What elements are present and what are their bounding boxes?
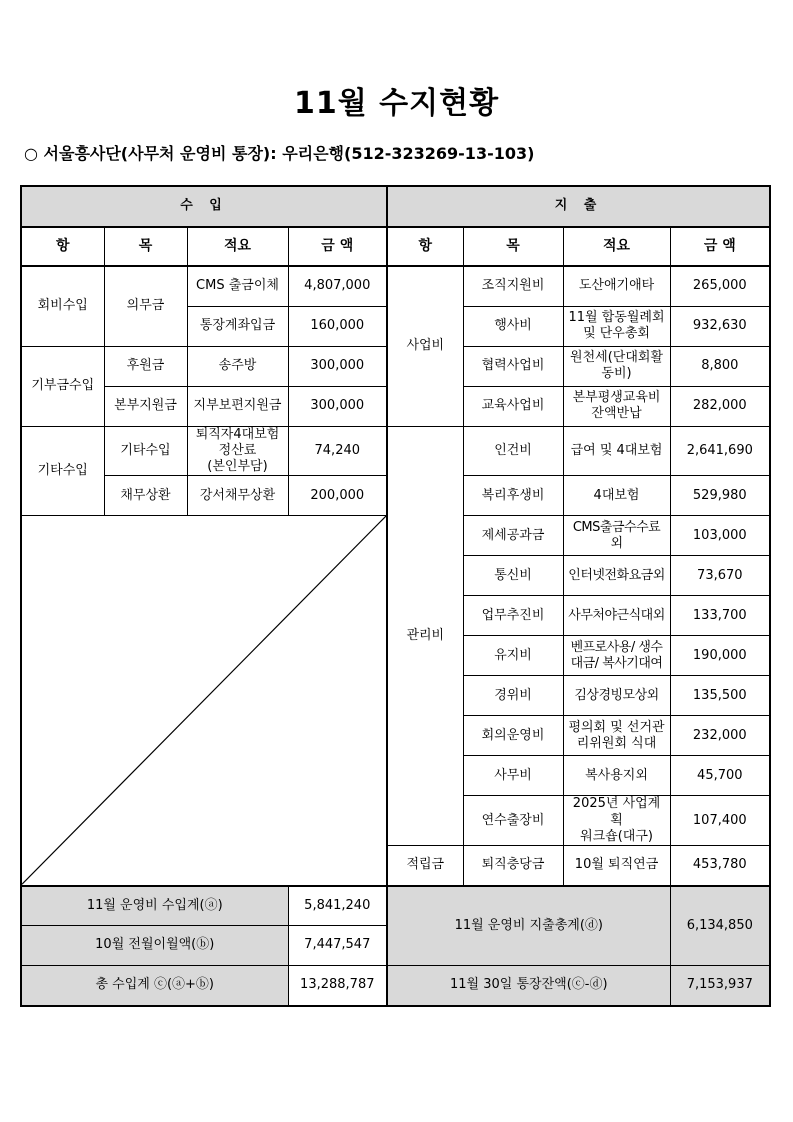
income-amount: 200,000 xyxy=(288,476,387,516)
expense-desc: 인터넷전화요금외 xyxy=(563,556,670,596)
expense-desc: CMS출금수수료외 xyxy=(563,516,670,556)
expense-desc: 복사용지외 xyxy=(563,756,670,796)
income-desc: CMS 출금이체 xyxy=(187,266,288,306)
carryover-label: 10월 전월이월액(ⓑ) xyxy=(21,926,288,966)
income-section-header: 수 입 xyxy=(21,186,387,227)
grand-total-value: 13,288,787 xyxy=(288,966,387,1006)
expense-amount: 8,800 xyxy=(670,346,770,386)
expense-amount: 135,500 xyxy=(670,676,770,716)
expense-col-hang: 항 xyxy=(387,227,463,266)
expense-mok: 업무추진비 xyxy=(463,596,563,636)
income-hang: 기부금수입 xyxy=(21,346,104,426)
expense-mok: 통신비 xyxy=(463,556,563,596)
expense-mok: 사무비 xyxy=(463,756,563,796)
empty-diagonal-cell xyxy=(21,516,387,886)
expense-mok: 유지비 xyxy=(463,636,563,676)
expense-mok: 인건비 xyxy=(463,426,563,476)
expense-desc: 사무처야근식대외 xyxy=(563,596,670,636)
expense-col-desc: 적요 xyxy=(563,227,670,266)
income-col-amount: 금 액 xyxy=(288,227,387,266)
income-mok: 기타수입 xyxy=(104,426,187,476)
expense-desc: 평의회 및 선거관 리위원회 식대 xyxy=(563,716,670,756)
balance-value: 7,153,937 xyxy=(670,966,770,1006)
expense-hang: 사업비 xyxy=(387,266,463,426)
income-amount: 74,240 xyxy=(288,426,387,476)
expense-section-header: 지 출 xyxy=(387,186,770,227)
income-amount: 160,000 xyxy=(288,306,387,346)
income-total-label: 11월 운영비 수입계(ⓐ) xyxy=(21,886,288,926)
expense-desc: 벤프로사용/ 생수 대금/ 복사기대여 xyxy=(563,636,670,676)
expense-amount: 190,000 xyxy=(670,636,770,676)
expense-total-label: 11월 운영비 지출총계(ⓓ) xyxy=(387,886,670,966)
income-desc: 지부보편지원금 xyxy=(187,386,288,426)
expense-mok: 경위비 xyxy=(463,676,563,716)
expense-desc: 본부평생교육비 잔액반납 xyxy=(563,386,670,426)
page-title: 11월 수지현황 xyxy=(293,86,500,121)
expense-mok: 연수출장비 xyxy=(463,796,563,846)
income-total-value: 5,841,240 xyxy=(288,886,387,926)
expense-amount: 73,670 xyxy=(670,556,770,596)
expense-desc: 급여 및 4대보험 xyxy=(563,426,670,476)
expense-mok: 퇴직충당금 xyxy=(463,846,563,886)
expense-amount: 232,000 xyxy=(670,716,770,756)
income-desc: 퇴직자4대보험정산료 (본인부담) xyxy=(187,426,288,476)
expense-desc: 2025년 사업계획 워크숍(대구) xyxy=(563,796,670,846)
expense-hang: 관리비 xyxy=(387,426,463,846)
income-col-mok: 목 xyxy=(104,227,187,266)
expense-total-value: 6,134,850 xyxy=(670,886,770,966)
income-mok: 본부지원금 xyxy=(104,386,187,426)
expense-desc: 11월 합동월례회 및 단우총회 xyxy=(563,306,670,346)
expense-amount: 45,700 xyxy=(670,756,770,796)
income-desc: 통장계좌입금 xyxy=(187,306,288,346)
income-desc: 강서채무상환 xyxy=(187,476,288,516)
expense-mok: 제세공과금 xyxy=(463,516,563,556)
expense-desc: 도산애기애타 xyxy=(563,266,670,306)
ledger-table xyxy=(20,185,771,1007)
summary-row xyxy=(21,886,770,926)
table-row xyxy=(21,266,770,306)
expense-amount: 133,700 xyxy=(670,596,770,636)
expense-amount: 529,980 xyxy=(670,476,770,516)
account-info: ○ 서울흥사단(사무처 운영비 통장): 우리은행(512-323269-13-103) xyxy=(24,144,535,163)
income-col-hang: 항 xyxy=(21,227,104,266)
expense-amount: 103,000 xyxy=(670,516,770,556)
summary-row xyxy=(21,966,770,1006)
expense-desc: 4대보험 xyxy=(563,476,670,516)
expense-desc: 원천세(단대회활 동비) xyxy=(563,346,670,386)
expense-desc: 10월 퇴직연금 xyxy=(563,846,670,886)
expense-amount: 453,780 xyxy=(670,846,770,886)
expense-amount: 265,000 xyxy=(670,266,770,306)
table-row xyxy=(21,426,770,476)
expense-desc: 김상경빙모상외 xyxy=(563,676,670,716)
income-mok: 의무금 xyxy=(104,266,187,346)
expense-amount: 2,641,690 xyxy=(670,426,770,476)
income-amount: 300,000 xyxy=(288,346,387,386)
diagonal-line xyxy=(22,516,386,884)
expense-col-amount: 금 액 xyxy=(670,227,770,266)
income-col-desc: 적요 xyxy=(187,227,288,266)
balance-label: 11월 30일 통장잔액(ⓒ-ⓓ) xyxy=(387,966,670,1006)
expense-amount: 282,000 xyxy=(670,386,770,426)
income-desc: 송주방 xyxy=(187,346,288,386)
expense-mok: 협력사업비 xyxy=(463,346,563,386)
expense-col-mok: 목 xyxy=(463,227,563,266)
income-mok: 후원금 xyxy=(104,346,187,386)
expense-hang: 적립금 xyxy=(387,846,463,886)
grand-total-label: 총 수입계 ⓒ(ⓐ+ⓑ) xyxy=(21,966,288,1006)
expense-mok: 회의운영비 xyxy=(463,716,563,756)
expense-amount: 107,400 xyxy=(670,796,770,846)
income-amount: 4,807,000 xyxy=(288,266,387,306)
carryover-value: 7,447,547 xyxy=(288,926,387,966)
income-hang: 회비수입 xyxy=(21,266,104,346)
expense-mok: 행사비 xyxy=(463,306,563,346)
income-amount: 300,000 xyxy=(288,386,387,426)
expense-mok: 조직지원비 xyxy=(463,266,563,306)
income-hang: 기타수입 xyxy=(21,426,104,516)
expense-mok: 복리후생비 xyxy=(463,476,563,516)
income-mok: 채무상환 xyxy=(104,476,187,516)
expense-amount: 932,630 xyxy=(670,306,770,346)
expense-mok: 교육사업비 xyxy=(463,386,563,426)
